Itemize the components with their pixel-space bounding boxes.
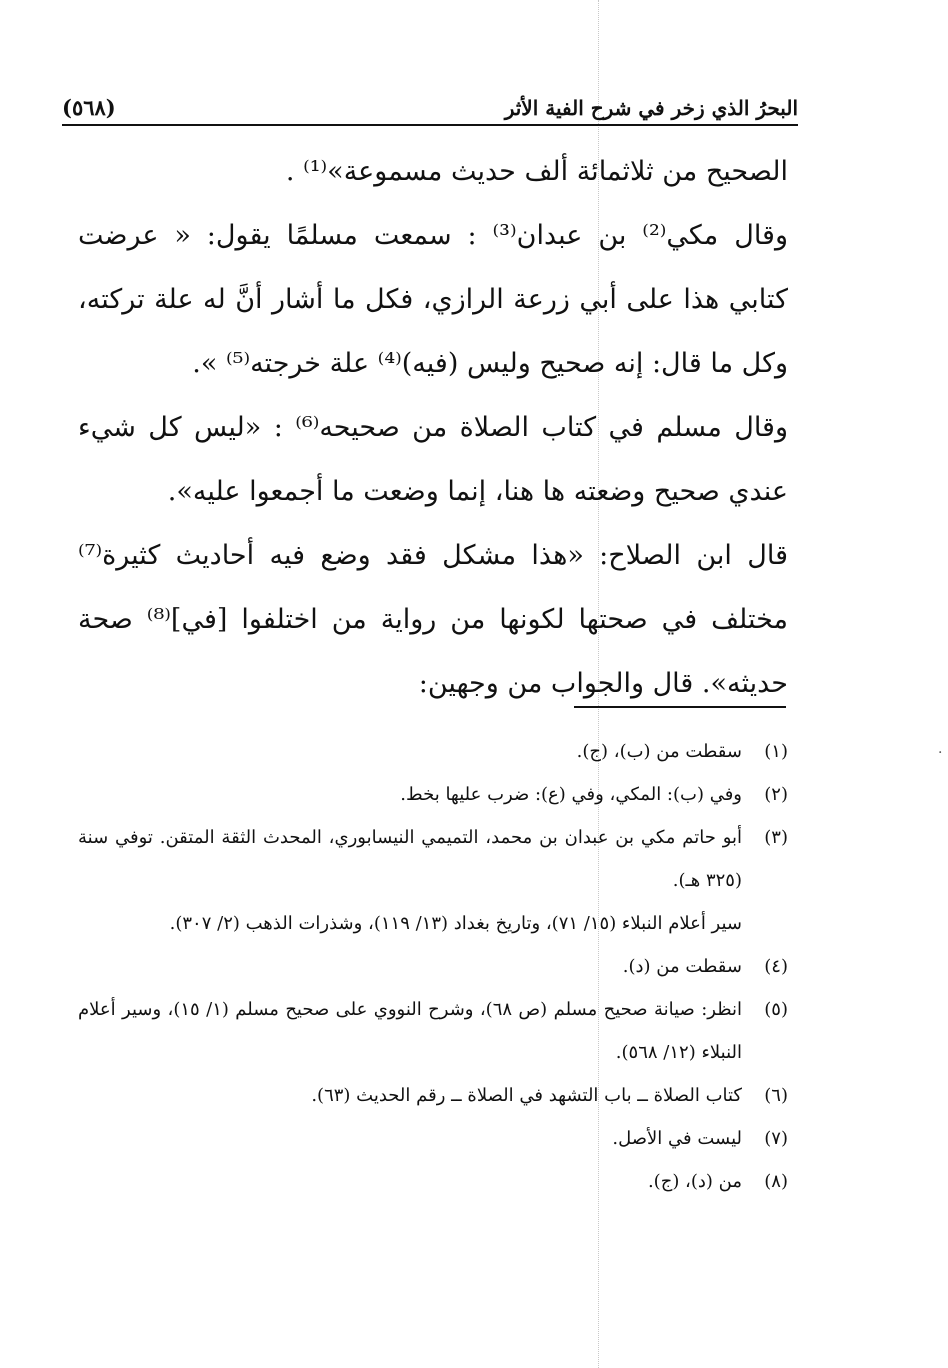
footnote-number: (٦) (764, 1085, 788, 1106)
footnote-number: (٣) (764, 827, 788, 848)
footnote-text: أبو حاتم مكي بن عبدان بن محمد، التميمي النيسابوري، المحدث الثقة المتقن. توفي سنة (٣٢٥ هـ). (78, 827, 742, 891)
page-number: (٥٦٨) (62, 95, 116, 120)
footnote-text: سقطت من (ب)، (ج). (576, 741, 742, 762)
footnote-3-continuation: سير أعلام النبلاء (١٥/ ٧١)، وتاريخ بغداد (١٣/ ١١٩)، وشذرات الذهب (٢/ ٣٠٧). (169, 913, 742, 934)
footnote-7 (78, 1117, 788, 1160)
main-text (78, 140, 788, 716)
footnote-text: ليست في الأصل. (612, 1128, 742, 1149)
paragraph-1: الصحيح من ثلاثمائة ألف حديث مسموعة»⁽¹⁾ . (285, 156, 788, 187)
footnote-number: (١) (764, 741, 788, 762)
footnote-text: كتاب الصلاة ــ باب التشهد في الصلاة ــ رقم الحديث (٦٣). (311, 1085, 742, 1106)
footnote-divider (574, 706, 786, 708)
footnote-text: من (د)، (ج). (647, 1171, 742, 1192)
footnote-text: انظر: صيانة صحيح مسلم (ص ٦٨)، وشرح النووي على صحيح مسلم (١/ ١٥)، وسير أعلام النبلاء (١٢/ ٥٦٨). (78, 999, 742, 1063)
footnote-number: (٥) (764, 999, 788, 1020)
footnote-5 (78, 988, 788, 1074)
footnote-text: وفي (ب): المكي، وفي (ع): ضرب عليها بخط. (400, 784, 742, 805)
page-header (62, 84, 798, 126)
footnote-2 (78, 773, 788, 816)
footnote-4 (78, 945, 788, 988)
paragraph-2: وقال مكي⁽²⁾ بن عبدان⁽³⁾ : سمعت مسلمًا يقول: « عرضت كتابي هذا على أبي زرعة الرازي، فكل ما أشار أنَّ له علة تركته، وكل ما قال: إنه صحيح وليس (فيه)⁽⁴⁾ علة خرجته⁽⁵⁾ ». (78, 220, 788, 379)
footnote-number: (٨) (764, 1171, 788, 1192)
footnote-8 (78, 1160, 788, 1203)
footnote-3 (78, 816, 788, 902)
footnote-1 (78, 730, 788, 773)
running-title: البحرُ الذي زخر في شرح الفية الأثر (504, 96, 798, 120)
scan-margin-mark: · (938, 745, 943, 761)
paragraph-4: قال ابن الصلاح: «هذا مشكل فقد وضع فيه أحاديث كثيرة⁽⁷⁾ مختلف في صحتها لكونها من رواية من اختلفوا [في]⁽⁸⁾ صحة حديثه». قال والجواب من وجهين: (78, 540, 789, 699)
footnote-6 (78, 1074, 788, 1117)
footnotes (78, 730, 788, 1203)
paragraph-3: وقال مسلم في كتاب الصلاة من صحيحه⁽⁶⁾ : «ليس كل شيء عندي صحيح وضعته ها هنا، إنما وضعت ما أجمعوا عليه». (78, 412, 789, 507)
footnote-text: سقطت من (د). (622, 956, 742, 977)
footnote-number: (٤) (764, 956, 788, 977)
footnote-number: (٧) (764, 1128, 788, 1149)
footnote-number: (٢) (764, 784, 788, 805)
